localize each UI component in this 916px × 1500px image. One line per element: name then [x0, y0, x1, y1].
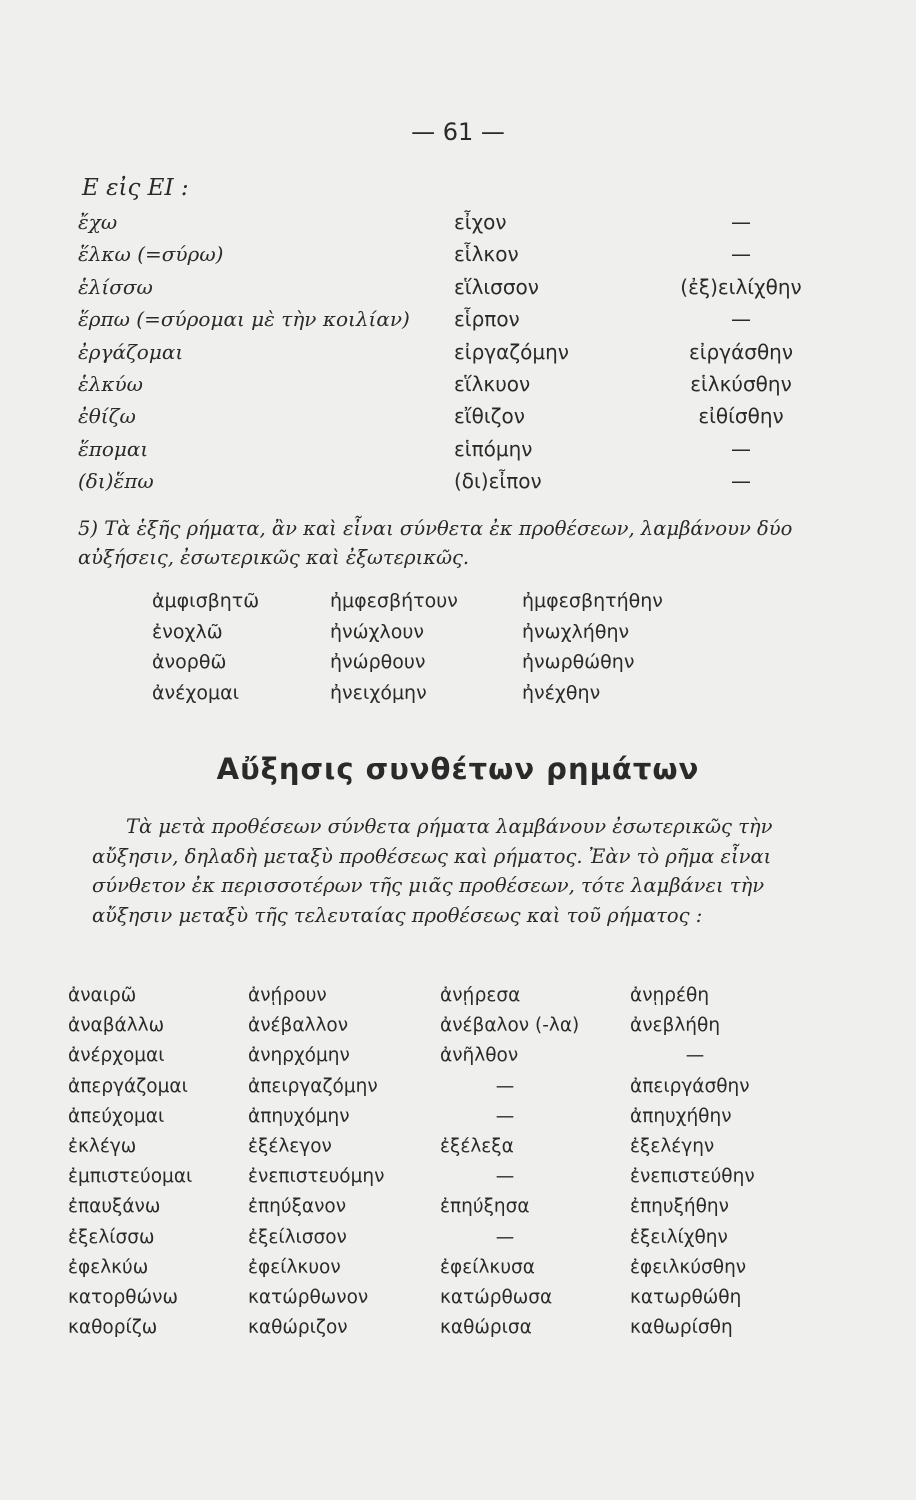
- table-row: [68, 1287, 868, 1317]
- aorist-form: ἐφείλκυσα: [440, 1256, 535, 1278]
- passive-form: (ἐξ)ειλίχθην: [680, 274, 802, 299]
- table-row: [78, 404, 858, 436]
- verb-table-compound: [68, 985, 868, 1347]
- imperfect-form: ἠνώρθουν: [330, 651, 426, 673]
- table-row: [68, 1196, 868, 1226]
- present-form: ἀμφισβητῶ: [152, 590, 260, 612]
- imperfect-form: ἐφείλκυον: [248, 1256, 341, 1278]
- table-row: [78, 242, 858, 274]
- present-form: ἐνοχλῶ: [152, 620, 223, 643]
- table-row: [68, 1166, 868, 1196]
- table-row: [68, 1136, 868, 1166]
- passive-form: —: [731, 210, 751, 234]
- passive-form: ἐφειλκύσθην: [630, 1256, 747, 1278]
- present-form: ἐπαυξάνω: [68, 1196, 161, 1218]
- passive-form: ἠνωρθώθην: [522, 651, 635, 673]
- table-row: [68, 1106, 868, 1136]
- imperfect-form: ἀπειργαζόμην: [248, 1075, 378, 1097]
- aorist-form: ἀνῆλθον: [440, 1045, 519, 1067]
- section-heading: Αὔξησις συνθέτων ρημάτων: [216, 752, 700, 786]
- present-form: ἑλίσσω: [78, 274, 153, 299]
- present-form: ἐξελίσσω: [68, 1226, 155, 1248]
- table-row: [68, 1227, 868, 1257]
- table-row: [152, 590, 752, 621]
- passive-form: εἰθίσθην: [698, 404, 784, 429]
- table-row: [78, 469, 858, 501]
- passive-form: —: [731, 242, 751, 267]
- imperfect-form: εἷλκον: [454, 242, 519, 267]
- present-form: ἔχω: [78, 210, 118, 234]
- present-form: ἕπομαι: [78, 436, 149, 461]
- present-form: ἕρπω (=σύρομαι μὲ τὴν κοιλίαν): [78, 307, 410, 332]
- passive-form: —: [685, 1045, 705, 1067]
- aorist-form: —: [495, 1166, 515, 1188]
- present-form: ἑλκύω: [78, 371, 143, 396]
- passive-form: καθωρίσθη: [630, 1317, 733, 1339]
- present-form: ἀνέρχομαι: [68, 1045, 165, 1067]
- imperfect-form: ἀνηρχόμην: [248, 1045, 350, 1067]
- rule-paragraph-compound: Τὰ μετὰ προθέσεων σύνθετα ρήματα λαμβάνουν ἐσωτερικῶς τὴν αὔξησιν, δηλαδὴ μεταξὺ προθέσεως καὶ ρήματος. Ἐὰν τὸ ρῆμα εἶναι σύνθετον ἐκ περισσοτέρων τῆς μιᾶς προθέσεων, τότε λαμβάνει τὴν αὔξησιν μεταξὺ τῆς τελευταίας προθέσεως καὶ τοῦ ρήματος :: [92, 815, 773, 927]
- table-row: [78, 372, 858, 404]
- table-row: [68, 1317, 868, 1347]
- table-row: [68, 1257, 868, 1287]
- passive-form: ἐξελέγην: [630, 1135, 715, 1157]
- present-form: ἕλκω (=σύρω): [78, 242, 224, 267]
- passive-form: ἠμφεσβητήθην: [522, 590, 663, 612]
- present-form: ἀναβάλλω: [68, 1015, 165, 1037]
- aorist-form: —: [495, 1105, 515, 1127]
- imperfect-form: εἶχον: [454, 210, 507, 234]
- passive-form: ἀνῃρέθη: [630, 985, 710, 1006]
- table-row: [78, 210, 858, 242]
- present-form: ἀναιρῶ: [68, 985, 137, 1006]
- imperfect-form: ἀπηυχόμην: [248, 1105, 350, 1127]
- table-row: [68, 1045, 868, 1075]
- imperfect-form: ἀνέβαλλον: [248, 1015, 349, 1037]
- present-form: ἀπεργάζομαι: [68, 1075, 188, 1097]
- imperfect-form: εἷρπον: [454, 307, 520, 332]
- present-form: ἀνέχομαι: [152, 681, 240, 704]
- rule-paragraph-5: 5) Τὰ ἑξῆς ρήματα, ἂν καὶ εἶναι σύνθετα ἐκ προθέσεων, λαμβάνουν δύο αὐξήσεις, ἐσωτερικῶς καὶ ἐξωτερικῶς.: [78, 517, 793, 569]
- passive-form: ἐνεπιστεύθην: [630, 1166, 755, 1188]
- table-row: [152, 651, 752, 682]
- passive-form: ἀπηυχήθην: [630, 1105, 732, 1127]
- table-row: [152, 682, 752, 713]
- passive-form: ἀνεβλήθη: [630, 1015, 721, 1037]
- aorist-form: καθώρισα: [440, 1317, 532, 1339]
- imperfect-form: εἵλκυον: [454, 371, 531, 396]
- imperfect-form: ἠνειχόμην: [330, 681, 427, 704]
- imperfect-form: εἴθιζον: [454, 404, 525, 429]
- imperfect-form: (δι)εἶπον: [454, 469, 542, 494]
- present-form: ἀπεύχομαι: [68, 1105, 165, 1127]
- verb-table-double-augment: [152, 590, 752, 712]
- present-form: ἀνορθῶ: [152, 651, 227, 673]
- verb-table-e-ei: [78, 210, 858, 502]
- table-row: [78, 340, 858, 372]
- present-form: κατορθώνω: [68, 1286, 178, 1308]
- imperfect-form: ἐπηύξανον: [248, 1196, 347, 1218]
- page-number: — 61 —: [411, 118, 505, 146]
- present-form: ἐθίζω: [78, 404, 136, 429]
- present-form: ἐργάζομαι: [78, 339, 184, 364]
- table-row: [68, 985, 868, 1015]
- section-head: Ε εἰς ΕΙ :: [82, 175, 189, 201]
- passive-form: —: [731, 469, 751, 494]
- imperfect-form: ἀνῄρουν: [248, 985, 327, 1006]
- imperfect-form: ἐξέλεγον: [248, 1135, 332, 1157]
- imperfect-form: ἐνεπιστευόμην: [248, 1166, 385, 1188]
- aorist-form: κατώρθωσα: [440, 1286, 553, 1308]
- passive-form: —: [731, 436, 751, 461]
- aorist-form: ἐπηύξησα: [440, 1196, 530, 1218]
- aorist-form: —: [495, 1075, 515, 1097]
- passive-form: κατωρθώθη: [630, 1286, 742, 1308]
- imperfect-form: κατώρθωνον: [248, 1286, 369, 1308]
- table-row: [152, 621, 752, 652]
- aorist-form: ἀνῄρεσα: [440, 985, 521, 1006]
- passive-form: ἐπηυξήθην: [630, 1196, 729, 1218]
- present-form: ἐμπιστεύομαι: [68, 1166, 193, 1188]
- imperfect-form: εἱπόμην: [454, 436, 533, 461]
- table-row: [78, 275, 858, 307]
- present-form: (δι)ἕπω: [78, 469, 154, 494]
- aorist-form: —: [495, 1226, 515, 1248]
- passive-form: —: [731, 307, 751, 332]
- imperfect-form: καθώριζον: [248, 1317, 348, 1339]
- passive-form: ἐξειλίχθην: [630, 1226, 728, 1248]
- present-form: καθορίζω: [68, 1317, 158, 1339]
- imperfect-form: ἠμφεσβήτουν: [330, 590, 458, 612]
- passive-form: εἱλκύσθην: [690, 371, 792, 396]
- table-row: [68, 1076, 868, 1106]
- imperfect-form: ἠνώχλουν: [330, 620, 425, 643]
- table-row: [78, 307, 858, 339]
- passive-form: ἠνωχλήθην: [522, 620, 630, 643]
- aorist-form: ἐξέλεξα: [440, 1135, 514, 1157]
- passive-form: ἠνέχθην: [522, 681, 601, 704]
- imperfect-form: ἐξείλισσον: [248, 1226, 347, 1248]
- aorist-form: ἀνέβαλον (-λα): [440, 1015, 580, 1037]
- present-form: ἐφελκύω: [68, 1256, 149, 1278]
- imperfect-form: εἰργαζόμην: [454, 339, 569, 364]
- present-form: ἐκλέγω: [68, 1135, 137, 1157]
- table-row: [68, 1015, 868, 1045]
- passive-form: ἀπειργάσθην: [630, 1075, 750, 1097]
- passive-form: εἰργάσθην: [688, 339, 794, 364]
- table-row: [78, 437, 858, 469]
- imperfect-form: εἵλισσον: [454, 274, 539, 299]
